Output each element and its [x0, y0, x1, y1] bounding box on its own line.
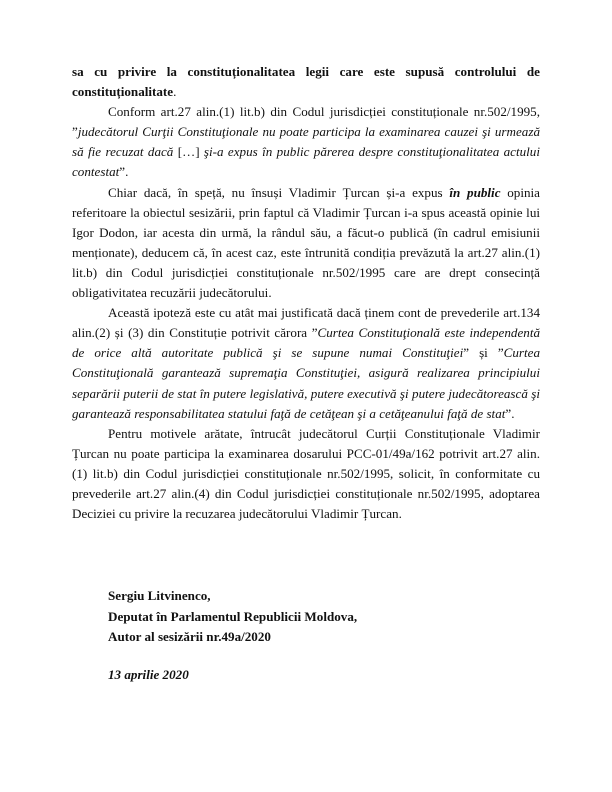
- text-run: […]: [177, 144, 204, 160]
- signatory-title: Deputat în Parlamentul Republicii Moldova,: [108, 608, 358, 624]
- text-run: ”.: [119, 164, 129, 180]
- text-run: Această ipoteză este cu atât mai justificată dacă ținem cont de prevederile art.134 alin.(2) și (3) din Constituție potrivit cărora ”: [72, 305, 540, 341]
- text-run: ” și ”: [463, 345, 504, 361]
- text-run: ”.: [505, 405, 515, 421]
- quote-run: judecătorul Curţii Constituţionale nu poate participa la examinarea cauzei şi urmează să fie recuzat dacă: [72, 124, 540, 160]
- paragraph-ipoteza: [72, 303, 540, 424]
- paragraph-conclusion: [72, 424, 540, 524]
- text-run: Pentru motivele arătate, întrucât judecătorul Curții Constituționale Vladimir Țurcan nu poate participa la examinarea dosarului PCC-01/49a/162 potrivit art.27 alin.(1) lit.b) din Codul jurisdicției constituționale nr.502/1995, solicit, în conformitate cu prevederile art.27 alin.(4) din Codul jurisdicției constituționale nr.502/1995, adoptarea Deciziei cu privire la recuzarea judecătorului Vladimir Țurcan.: [72, 425, 540, 522]
- text-run: sa cu privire la constituționalitatea legii care este supusă controlului de constituționalitate: [72, 64, 540, 100]
- paragraph-conform: [72, 102, 540, 182]
- text-run: opinia referitoare la obiectul sesizării, prin faptul că Vladimir Țurcan i-a spus această opinie lui Igor Dodon, iar acesta din urmă, la rândul său, a făcut-o publică (în cadrul emisiunii menționate), deducem că, în acest caz, este întrunită condiția prevăzută la art.27 alin.(1) lit.b) din Codul jurisdicției constituționale nr.502/1995 care are drept consecință obligativitatea recuzării judecătorului.: [72, 184, 540, 301]
- signature-block: [108, 586, 357, 648]
- document-date: 13 aprilie 2020: [108, 667, 189, 682]
- signatory-name: Sergiu Litvinenco,: [108, 588, 211, 603]
- quote-run: Curtea Constituţională este independentă de orice altă autoritate publică şi se supune numai Constituţiei: [72, 325, 541, 361]
- signatory-role: Autor al sesizării nr.49a/2020: [108, 629, 271, 644]
- text-run: Conform art.27 alin.(1) lit.b) din Codul jurisdicției constituționale nr.502/1995, ”: [72, 104, 540, 140]
- emphasis-run: în public: [449, 184, 501, 200]
- quote-run: Curtea Constituţională garantează supremaţia Constituţiei, asigură realizarea principiului separării puterii de stat în putere legislativă, putere executivă şi putere judecătorească şi garantează responsabilitatea statului faţă de cetăţean şi a cetăţeanului faţă de stat: [72, 345, 541, 421]
- document-body: [72, 62, 540, 524]
- text-run: Chiar dacă, în speță, nu însuși Vladimir Țurcan și-a expus: [108, 184, 450, 200]
- text-run: .: [173, 84, 177, 100]
- paragraph-intro: [72, 62, 540, 102]
- paragraph-chiar: [72, 183, 540, 304]
- quote-run: şi-a expus în public părerea despre constituţionalitatea actului contestat: [72, 144, 540, 180]
